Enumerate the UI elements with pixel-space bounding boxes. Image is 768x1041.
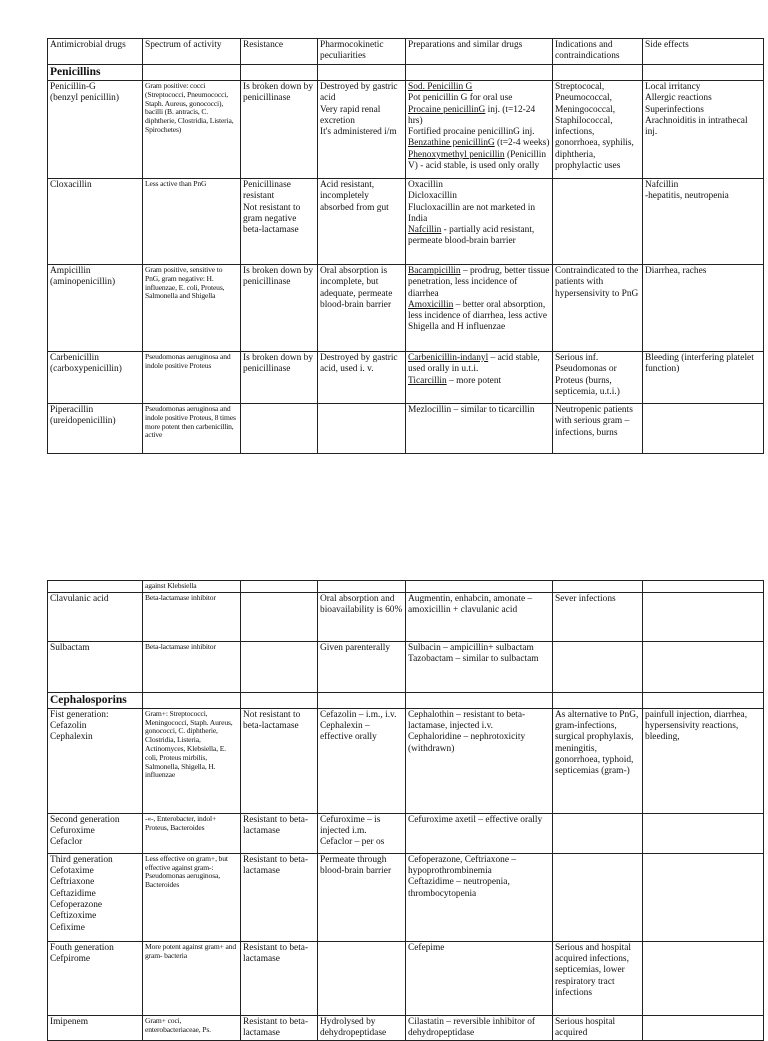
- preparation-note: - partially acid resistant, permeate blood-brain barrier: [408, 225, 535, 247]
- section-row-penicillins: [48, 65, 764, 81]
- resistance-cell: Penicillinase resistant Not resistant to gram negative beta-lactamase: [241, 179, 318, 265]
- resistance-cell: Resistant to beta-lactamase: [241, 853, 318, 941]
- drug-name-cell: Third generation Cefotaxime Ceftriaxone Ceftazidime Cefoperazone Ceftizoxime Cefixime: [48, 853, 143, 941]
- preparations-cell: Cephalothin – resistant to beta-lactamase, injected i.v. Cephaloridine – nephrotoxicity (withdrawn): [406, 708, 553, 813]
- preparations-cell: [406, 404, 553, 454]
- resistance-cell: Resistant to beta-lactamase: [241, 813, 318, 853]
- header-preparations: Preparations and similar drugs: [406, 39, 553, 65]
- pharmacokinetics-cell: Cefuroxime – is injected i.m. Cefaclor – per os: [318, 813, 406, 853]
- drug-name-cell: Fist generation: Cefazolin Cephalexin: [48, 708, 143, 813]
- drug-row: [48, 1015, 764, 1041]
- preparation-line: [408, 266, 550, 300]
- preparations-cell: Cilastatin – reversible inhibitor of dehydropeptidase: [406, 1015, 553, 1041]
- pharmacokinetics-cell: Destroyed by gastric acid Very rapid renal excretion It's administered i/m: [318, 81, 406, 179]
- header-side-effects: Side effects: [643, 39, 764, 65]
- preparations-cell: Sulbacin – ampicillin+ sulbactam Tazobactam – similar to sulbactam: [406, 641, 553, 692]
- section-title-penicillins: Penicillins: [48, 65, 143, 81]
- indications-cell: As alternative to PnG, gram-infections, surgical prophylaxis, meningitis, gonorrhoea, typhoid, septicemias (gram-): [553, 708, 643, 813]
- indications-cell: Serious inf. Pseudomonas or Proteus (burns, septicemia, u.t.i.): [553, 352, 643, 404]
- continuation-row: [48, 581, 764, 593]
- preparation-name: Ticarcillin: [408, 375, 447, 386]
- preparation-note: Mezlocillin – similar to ticarcillin: [408, 405, 535, 415]
- indications-cell: Sever infections: [553, 592, 643, 641]
- resistance-cell: Resistant to beta-lactamase: [241, 941, 318, 1015]
- preparation-name: Phenoxymethyl penicillin: [408, 149, 505, 160]
- side-effects-cell: [643, 813, 764, 853]
- spectrum-cell: Gram+ coci, enterobacteriaceae, Ps.: [143, 1015, 241, 1041]
- drug-row: [48, 352, 764, 404]
- spectrum-cell: Less active than PnG: [143, 179, 241, 265]
- side-effects-cell: Nafcillin -hepatitis, neutropenia: [643, 179, 764, 265]
- drug-row: [48, 81, 764, 179]
- resistance-cell: Is broken down by penicillinase: [241, 265, 318, 352]
- indications-cell: [553, 179, 643, 265]
- preparation-line: [408, 180, 550, 191]
- header-spectrum: Spectrum of activity: [143, 39, 241, 65]
- spectrum-cell: -«-, Enterobacter, indol+ Proteus, Bacteroides: [143, 813, 241, 853]
- resistance-cell: [241, 404, 318, 454]
- drug-row: [48, 708, 764, 813]
- pharmacokinetics-cell: [318, 941, 406, 1015]
- preparation-note: Pot penicillin G for oral use: [408, 93, 513, 104]
- side-effects-cell: [643, 941, 764, 1015]
- preparation-note: (Penicillin V) - acid stable, is used only orally: [408, 149, 547, 172]
- drug-row: [48, 179, 764, 265]
- resistance-cell: Is broken down by penicillinase: [241, 81, 318, 179]
- preparation-line: [408, 150, 550, 173]
- pharmacokinetics-cell: Cefazolin – i.m., i.v. Cephalexin – effective orally: [318, 708, 406, 813]
- pharmacokinetics-cell: Oral absorption and bioavailability is 60%: [318, 592, 406, 641]
- side-effects-cell: [643, 853, 764, 941]
- drug-name-cell: Fouth generation Cefpirome: [48, 941, 143, 1015]
- drug-name-cell: Imipenem: [48, 1015, 143, 1041]
- drug-table-page-2: [47, 580, 764, 1041]
- preparations-cell: Cefuroxime axetil – effective orally: [406, 813, 553, 853]
- pharmacokinetics-cell: Destroyed by gastric acid, used i. v.: [318, 352, 406, 404]
- spectrum-cell: Less effective on gram+, but effective against gram-: Pseudomonas aeruginosa, Bacteroides: [143, 853, 241, 941]
- drug-row: [48, 641, 764, 692]
- preparation-name: Sod. Penicillin G: [408, 82, 473, 92]
- resistance-cell: [241, 641, 318, 692]
- header-drugs: Antimicrobial drugs: [48, 39, 143, 65]
- drug-name-cell: Ampicillin (aminopenicillin): [48, 265, 143, 352]
- indications-cell: Contraindicated to the patients with hypersensivity to PnG: [553, 265, 643, 352]
- preparation-line: [408, 225, 550, 248]
- preparation-line: [408, 203, 550, 226]
- preparation-note: Flucloxacillin are not marketed in India: [408, 202, 536, 224]
- preparation-note: – prodrug, better tissue penetration, less incidence of diarrhea: [408, 266, 550, 299]
- resistance-cell: Not resistant to beta-lactamase: [241, 708, 318, 813]
- side-effects-cell: Diarrhea, raches: [643, 265, 764, 352]
- side-effects-cell: Local irritancy Allergic reactions Superinfections Arachnoiditis in intrathecal inj.: [643, 81, 764, 179]
- indications-cell: Serious hospital acquired: [553, 1015, 643, 1041]
- spectrum-cell: Gram+: Streptococci, Meningococci, Staph. Aureus, gonococci, C. diphtherie, Clostridia, Listeria, Actinomyces, Klebsiella, E. coli, Proteus mirbilis, Salmonella, Shigella, H. influenzae: [143, 708, 241, 813]
- preparation-note: Dicloxacillin: [408, 191, 457, 202]
- preparation-note: Oxacillin: [408, 180, 443, 190]
- preparation-line: [408, 300, 550, 334]
- side-effects-cell: [643, 592, 764, 641]
- preparation-note: – more potent: [446, 375, 502, 386]
- side-effects-cell: Bleeding (interfering platelet function): [643, 352, 764, 404]
- side-effects-cell: painfull injection, diarrhea, hypersensivity reactions, bleeding,: [643, 708, 764, 813]
- spectrum-cell: More potent against gram+ and gram- bacteria: [143, 941, 241, 1015]
- drug-row: [48, 941, 764, 1015]
- section-row-cephalosporins: [48, 692, 764, 708]
- drug-table-page-1: [47, 38, 764, 454]
- drug-name-cell: Piperacillin (ureidopenicillin): [48, 404, 143, 454]
- preparation-line: [408, 127, 550, 138]
- pharmacokinetics-cell: Permeate through blood-brain barrier: [318, 853, 406, 941]
- preparation-note: – better oral absorption, less incidence of diarrhea, less active Shigella and H influenzae: [408, 299, 547, 333]
- preparation-name: Nafcillin: [408, 225, 442, 236]
- spectrum-cell: Gram positive: cocci (Streptococci, Pneumococci, Staph. Aureus, gonococci), bacilli (B. antracis, C. diphtherie, Clostridia, Listeria, Spirochetes): [143, 81, 241, 179]
- drug-name-cell: Carbenicillin (carboxypenicillin): [48, 352, 143, 404]
- resistance-cell: Is broken down by penicillinase: [241, 352, 318, 404]
- preparations-cell: [406, 265, 553, 352]
- indications-cell: [553, 853, 643, 941]
- pharmacokinetics-cell: Hydrolysed by dehydropeptidase: [318, 1015, 406, 1041]
- side-effects-cell: [643, 641, 764, 692]
- preparations-cell: [406, 81, 553, 179]
- section-title-cephalosporins: Cephalosporins: [48, 692, 143, 708]
- pharmacokinetics-cell: Acid resistant, incompletely absorbed from gut: [318, 179, 406, 265]
- side-effects-cell: [643, 1015, 764, 1041]
- header-resistance: Resistance: [241, 39, 318, 65]
- preparation-line: [408, 93, 550, 104]
- preparation-name: Amoxicillin: [408, 299, 454, 310]
- drug-row: [48, 813, 764, 853]
- indications-cell: [553, 813, 643, 853]
- preparation-name: Benzathine penicillinG: [408, 138, 495, 149]
- preparations-cell: [406, 179, 553, 265]
- drug-name-cell: Penicillin-G (benzyl penicillin): [48, 81, 143, 179]
- drug-row: [48, 592, 764, 641]
- header-pharmacokinetics: Pharmocokinetic peculiarities: [318, 39, 406, 65]
- preparation-line: [408, 82, 550, 93]
- drug-name-cell: Second generation Cefuroxime Cefaclor: [48, 813, 143, 853]
- spectrum-cell: Beta-lactamase inhibitor: [143, 641, 241, 692]
- preparation-name: Procaine penicillinG: [408, 104, 486, 115]
- indications-cell: [553, 641, 643, 692]
- pharmacokinetics-cell: Oral absorption is incomplete, but adequate, permeate blood-brain barrier: [318, 265, 406, 352]
- preparation-note: – acid stable, used orally in u.t.i.: [408, 353, 540, 375]
- preparation-name: Bacampicillin: [408, 266, 461, 276]
- preparation-line: [408, 405, 550, 416]
- drug-name-cell: Cloxacillin: [48, 179, 143, 265]
- indications-cell: Serious and hospital acquired infections, septicemias, lower respiratory tract infections: [553, 941, 643, 1015]
- preparation-line: [408, 353, 550, 376]
- preparation-line: [408, 191, 550, 202]
- spectrum-cell: Gram positive, sensitive to PnG, gram negative: H. influenzae, E. coli, Proteus, Salmonella and Shigella: [143, 265, 241, 352]
- drug-name-cell: Clavulanic acid: [48, 592, 143, 641]
- resistance-cell: Resistant to beta-lactamase: [241, 1015, 318, 1041]
- preparation-note: inj. (t=12-24 hrs): [408, 104, 536, 126]
- pharmacokinetics-cell: Given parenterally: [318, 641, 406, 692]
- header-row: [48, 39, 764, 65]
- preparation-note: Fortified procaine penicillinG inj.: [408, 127, 535, 138]
- preparations-cell: Cefoperazone, Ceftriaxone – hypoprothrombinemia Ceftazidime – neutropenia, thrombocytopenia: [406, 853, 553, 941]
- drug-row: [48, 404, 764, 454]
- drug-name-cell: Sulbactam: [48, 641, 143, 692]
- resistance-cell: [241, 592, 318, 641]
- side-effects-cell: [643, 404, 764, 454]
- preparation-line: [408, 376, 550, 387]
- spectrum-cell: Pseudomonas aeruginosa and indole positive Proteus: [143, 352, 241, 404]
- preparation-name: Carbenicillin-indanyl: [408, 353, 489, 363]
- indications-cell: Streptococal, Pneumococcal, Meningococcal, Staphilococcal, infections, gonorrhoea, syphilis, diphtheria, prophylactic uses: [553, 81, 643, 179]
- drug-row: [48, 853, 764, 941]
- continuation-text: against Klebsiella: [143, 581, 241, 593]
- drug-row: [48, 265, 764, 352]
- preparation-line: [408, 105, 550, 128]
- preparations-cell: Cefepime: [406, 941, 553, 1015]
- spectrum-cell: Beta-lactamase inhibitor: [143, 592, 241, 641]
- header-indications: Indications and contraindications: [553, 39, 643, 65]
- preparation-line: [408, 138, 550, 149]
- preparations-cell: [406, 352, 553, 404]
- indications-cell: Neutropenic patients with serious gram – infections, burns: [553, 404, 643, 454]
- spectrum-cell: Pseudomonas aeruginosa and indole positive Proteus, 8 times more potent then carbenicillin, active: [143, 404, 241, 454]
- pharmacokinetics-cell: [318, 404, 406, 454]
- preparations-cell: Augmentin, enhabcin, amonate – amoxicillin + clavulanic acid: [406, 592, 553, 641]
- preparation-note: (t=2-4 weeks): [494, 138, 550, 149]
